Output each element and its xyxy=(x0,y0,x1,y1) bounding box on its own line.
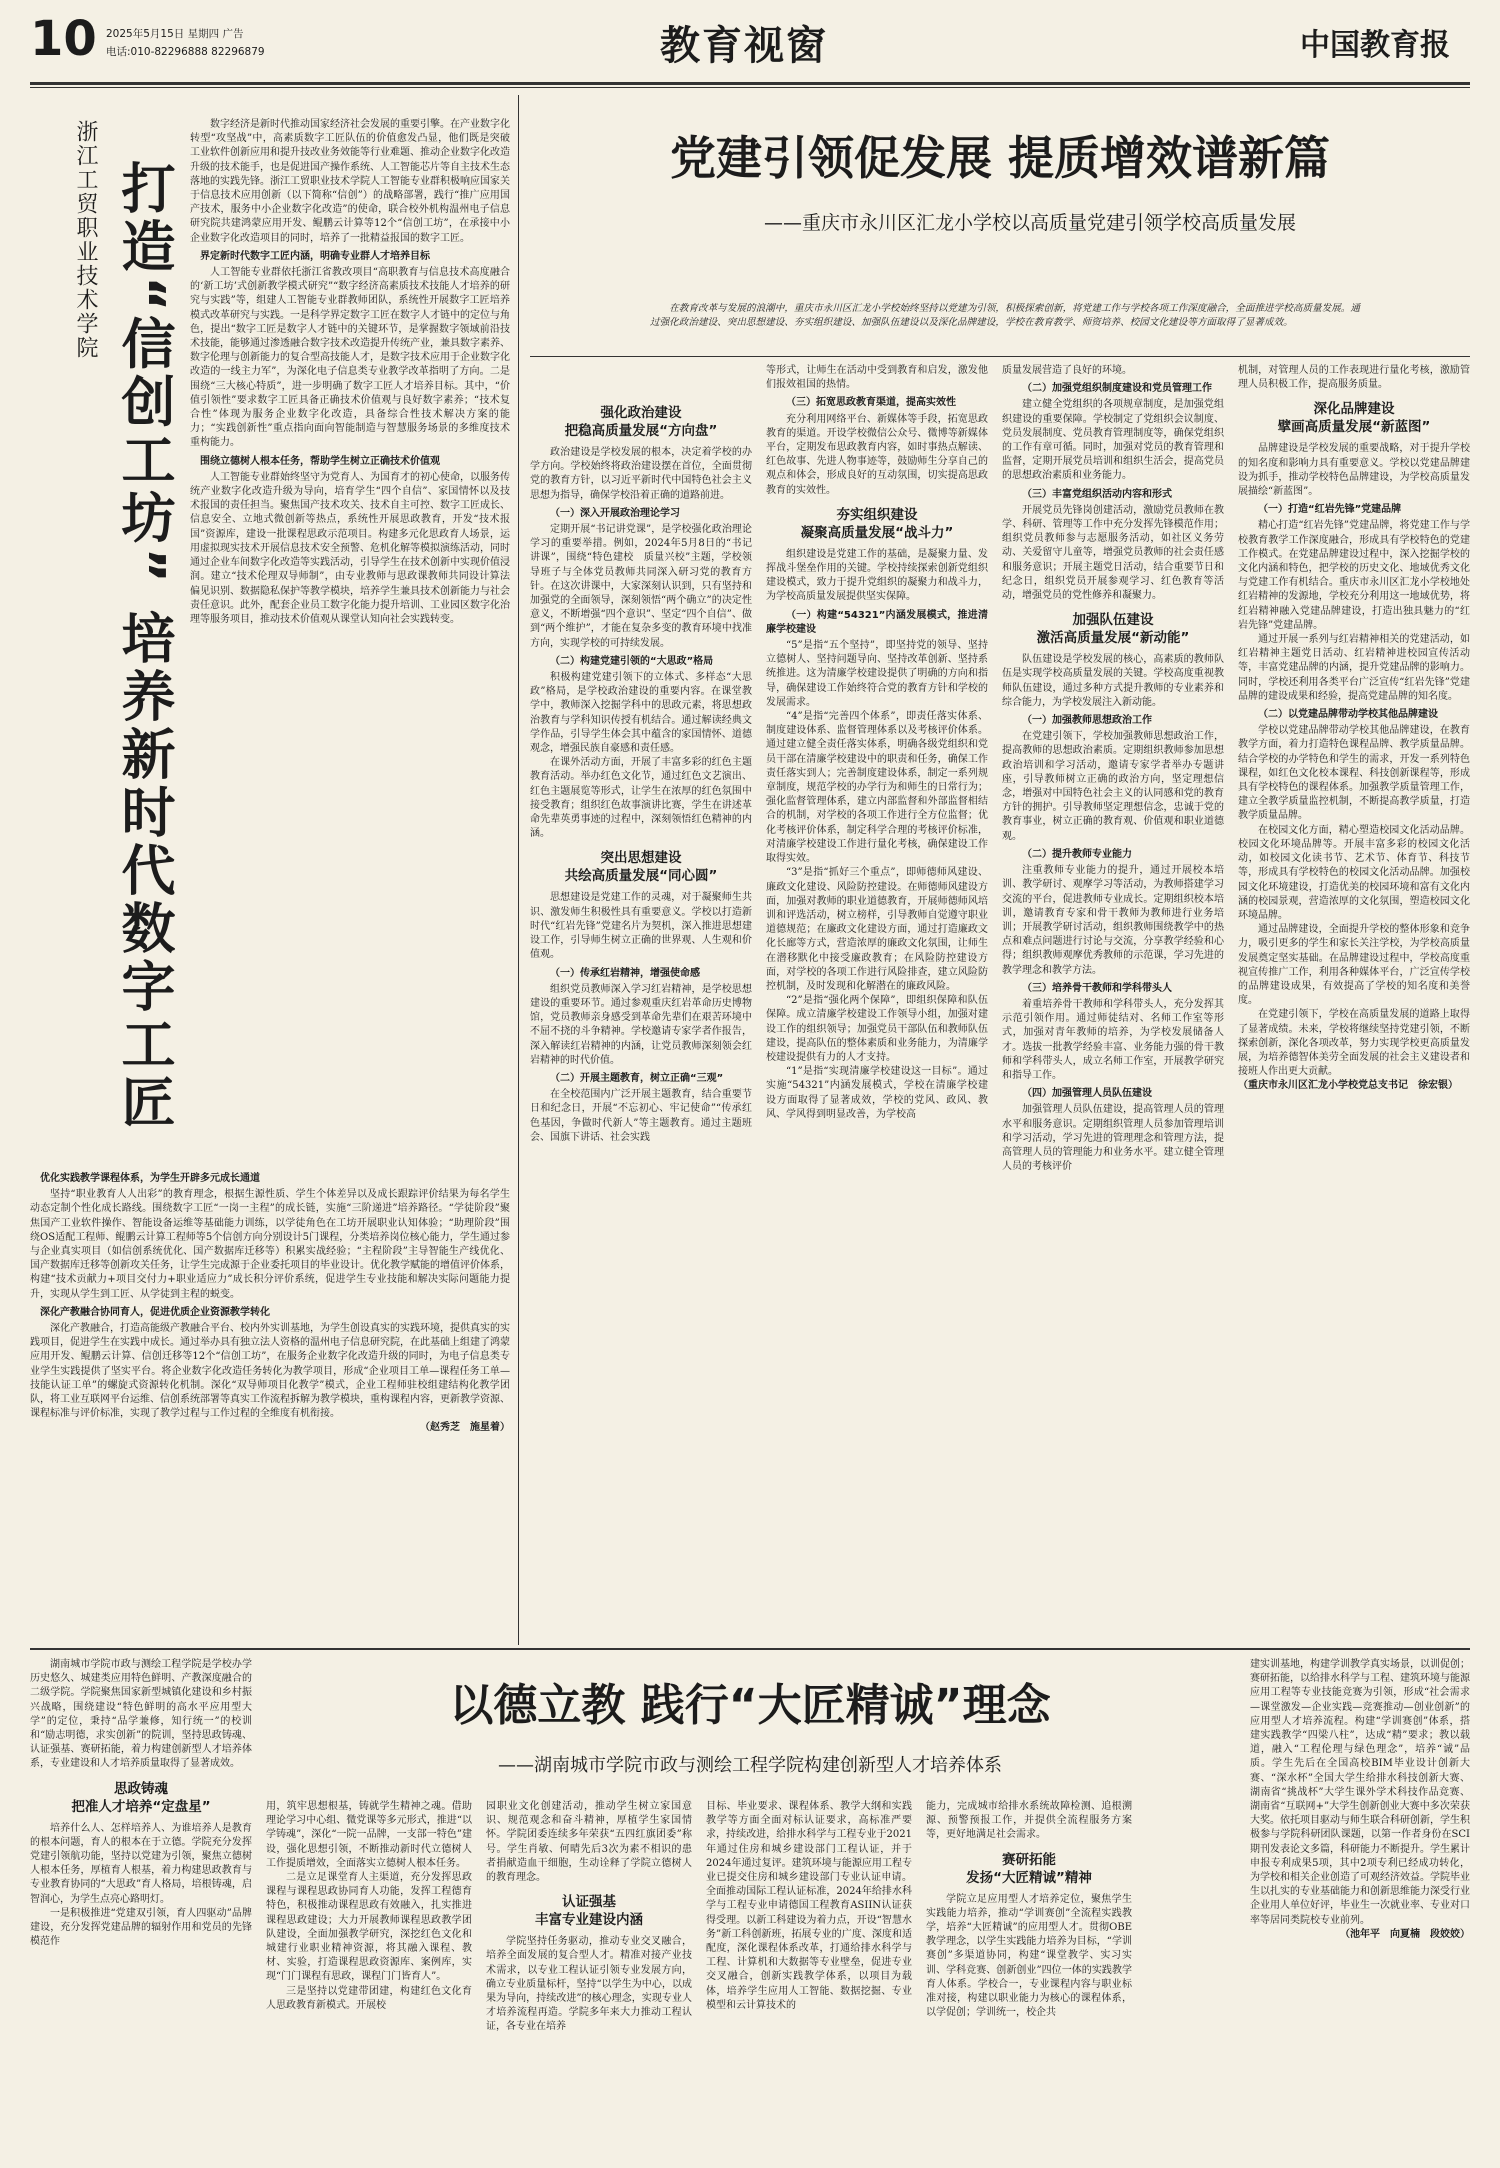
zhejiang-column-1 xyxy=(190,118,510,1160)
hunan-sec2-title xyxy=(486,1893,692,1929)
hunan-column-2 xyxy=(266,1800,472,2146)
yongchuan-sec1-l1: 强化政治建设 xyxy=(600,405,682,421)
yongchuan-paragraph: 在校园文化方面，精心塑造校园文化活动品牌。校园文化环境品牌等。开展丰富多彩的校园文化活动，如校园文化读书节、艺术节、体育节、科技节等，形成具有学校特色的校园文化活动品牌。加强校园文化环境建设，打造优美的校园环境和富有文化内涵的校园景观，营造浓厚的文化氛围，塑造校园文化环境品牌。 xyxy=(1238,824,1470,921)
hunan-paragraph: 目标、毕业要求、课程体系、教学大纲和实践教学等方面全面对标认证要求，高标准严要求，持续改进，给排水科学与工程专业于2021年通过住房和城乡建设部门工程认证，并于2024年通过复评。建筑环境与能源应用工程专业已提交住房和城乡建设部门专业认证申请。全面推动国际工程认证标准，2024年给排水科学与工程专业申请德国工程教育ASIIN认证获得受理。以新工科建设为着力点，开设“智慧水务”新工科创新班，拓展专业的广度、深度和适配度，深化课程体系改革，打通给排水科学与工程、计算机和大数据等专业壁垒，促进专业交叉融合，创新实践教学体系，以项目为载体，培养学生应用人工智能、数据挖掘、专业模型和云计算技术的 xyxy=(706,1801,912,2011)
bottom-section-rule xyxy=(30,1648,1470,1650)
hunan-paragraph: 用，筑牢思想根基，铸就学生精神之魂。借助理论学习中心组、微党课等多元形式，推进“以学铸魂”，深化“一院一品牌，一支部一特色”建设，强化思想引领，不断推动新时代立德树人工作提质增效，全面落实立德树人根本任务。 xyxy=(266,1801,472,1869)
yongchuan-paragraph: 定期开展“书记讲党课”，是学校强化政治理论学习的重要举措。例如，2024年5月8日的“书记讲课”，围绕“特色建校 质量兴校”主题，学校领导班子与全体党员教师共同深入研习党的教育方针。在这次讲课中，大家深刻认识到，只有坚持和加强党的全面领导，深刻领悟“两个确立”的决定性意义，不断增强“四个意识”、坚定“四个自信”、做到“两个维护”，才能在复杂多变的教育环境中找准方向，实现学校的可持续发展。 xyxy=(530,524,752,649)
vertical-divider xyxy=(518,95,519,1645)
hunan-sec2-l2: 丰富专业建设内涵 xyxy=(535,1912,643,1929)
yongchuan-subhead: ——重庆市永川区汇龙小学校以高质量党建引领学校高质量发展 xyxy=(763,212,1296,234)
hunan-column-6 xyxy=(1250,1658,1470,2146)
yongchuan-subtitle: （一）深入开展政治理论学习 xyxy=(550,507,680,519)
yongchuan-paragraph: 学校以党建品牌带动学校其他品牌建设，在教育教学方面，着力打造特色课程品牌、教学质量品牌。结合学校的办学特色和学生的需求，开发一系列特色课程，如红色文化校本课程、科技创新课程等，形成具有学校特色的课程体系。加强教学质量管理工作，建立全教学质量监控机制，不断提高教学质量，打造教学质量品牌。 xyxy=(1238,725,1470,822)
hunan-paragraph: 湖南城市学院市政与测绘工程学院是学校办学历史悠久、城建类应用特色鲜明、产教深度融合的二级学院。学院聚焦国家新型城镇化建设和乡村振兴战略，围绕建设“特色鲜明的高水平应用型大学”的定位，秉持“品学兼修，知行统一”的校训和“励志明德，求实创新”的院训，坚持思政铸魂、认证强基、赛研拓能，着力构建创新型人才培养体系，专业建设和人才培养质量取得了显著成效。 xyxy=(30,1659,252,1770)
zhejiang-headline-vertical: 打造“信创工坊” 培养新时代数字工匠 xyxy=(113,160,176,1132)
yongchuan-paragraph: “1”是指“实现清廉学校建设这一目标”。通过实施“54321”内涵发展模式，学校在清廉学校建设方面取得了显著成效，学校的党风、政风、教风、学风得到明显改善，为学校高 xyxy=(766,1066,988,1120)
masthead xyxy=(0,0,1500,88)
yongchuan-sec4-title xyxy=(1002,611,1224,647)
yongchuan-subtitle: （三）丰富党组织活动内容和形式 xyxy=(1022,488,1172,500)
yongchuan-sec2-l1: 夯实组织建设 xyxy=(836,506,918,523)
yongchuan-sec2-title xyxy=(766,506,988,542)
yongchuan-subtitle: （一）打造“红岩先锋”党建品牌 xyxy=(1258,504,1402,516)
yongchuan-paragraph: 着重培养骨干教师和学科带头人，充分发挥其示范引领作用。通过师徒结对、名师工作室等形式，加强对青年教师的培养，为学校发展储备人才。选拔一批教学经验丰富、业务能力强的骨干教师和学科带头人，成立名师工作室，开展教学研究和指导工作。 xyxy=(1002,998,1224,1081)
yongchuan-paragraph: 精心打造“红岩先锋”党建品牌，将党建工作与学校教育教学工作深度融合，形成具有学校特色的党建工作模式。在党建品牌建设过程中，深入挖掘学校的文化内涵和特色，把学校的历史文化、地域优秀文化与党建工作有机结合。重庆市永川区汇龙小学校地处红岩精神的发源地，学校充分利用这一地域优势，将红岩精神融入党建品牌建设，打造出独具魅力的“红岩先锋”党建品牌。 xyxy=(1238,520,1470,631)
hunan-paragraph: 一是积极推进“党建双引领，育人四驱动”品牌建设，充分发挥党建品牌的辐射作用和党员的先锋模范作 xyxy=(30,1907,252,1948)
yongchuan-paragraph: 在党建引领下，学校加强教师思想政治工作，提高教师的思想政治素质。定期组织教师参加思想政治培训和学习活动，邀请专家学者举办专题讲座，引导教师树立正确的政治方向，坚定理想信念，增强对中国特色社会主义的认同感和党的教育方针的拥护。引导教师坚定理想信念，忠诚于党的教育事业，树立正确的教育观、价值观和职业道德观。 xyxy=(1002,731,1224,842)
zhejiang-s1-text: 人工智能专业群依托浙江省教改项目“高职教育与信息技术高度融合的‘新工坊’式创新教学模式研究”“数字经济高素质技术技能人才培养的研究与实践”等，组建人工智能专业群教师团队，系统性开展数字工匠培养模式改革研究与实践。一是科学界定数字工匠在数字人才链中的定位与角色，提出“数字工匠是数字人才链中的关键环节，是掌握数字领域前沿技术技能，能够通过渗透融合数字技术改造提升传统产业，兼具数字素养、数字伦理与创新能力的复合型高技能人才，是数字技术应用于企业数字化改造的一线主力军”，为深化电子信息类专业教学改革指明了方向。二是围绕“三大核心特质”，进一步明确了数字工匠人才培养目标。其中，“价值引领性”要求数字工匠具备正确技术价值观与良好数字素养；“技术复合性”体现为服务企业数字化改造，具备综合性技术解决方案的能力；“实践创新性”重点指向面向智能制造与智慧服务场景的多维度技术重构能力。 xyxy=(190,267,510,449)
hunan-column-5 xyxy=(926,1800,1132,2146)
hunan-paragraph: 园职业文化创建活动，推动学生树立家国意识、规范观念和奋斗精神，厚植学生家国情怀。学院团委连续多年荣获“五四红旗团委”称号。学生肖敏、何晴先后3次为素不相识的患者捐献造血干细胞，生动诠释了学院立德树人的教育理念。 xyxy=(486,1801,692,1884)
yongchuan-headline: 党建引领促发展 提质增效谱新篇 xyxy=(669,131,1330,185)
yongchuan-paragraph: 队伍建设是学校发展的核心，高素质的教师队伍是实现学校高质量发展的关键。学校高度重视教师队伍建设，通过多种方式提升教师的专业素养和综合能力，为学校发展注入新动能。 xyxy=(1002,654,1224,708)
yongchuan-sec5-l1: 深化品牌建设 xyxy=(1313,401,1395,418)
zhejiang-column-2 xyxy=(30,1168,510,1640)
hunan-sec1-title xyxy=(30,1780,252,1816)
yongchuan-paragraph: 组织党员教师深入学习红岩精神，是学校思想建设的重要环节。通过参观重庆红岩革命历史博物馆，党员教师亲身感受到革命先辈们在艰苦环境中不屈不挠的斗争精神。学校邀请专家学者作报告，深入解读红岩精神的内涵，让党员教师深刻领会红岩精神的时代价值。 xyxy=(530,983,752,1066)
yongchuan-subtitle: （二）开展主题教育，树立正确“三观” xyxy=(550,1072,724,1084)
yongchuan-subtitle: （三）拓宽思政教育渠道，提高实效性 xyxy=(786,397,956,409)
yongchuan-sec2-l2: 凝聚高质量发展“战斗力” xyxy=(800,524,954,541)
newspaper-name: 中国教育报 xyxy=(1300,28,1450,63)
yongchuan-column-1 xyxy=(530,404,752,1640)
yongchuan-paragraph: 充分利用网络平台、新媒体等手段，拓宽思政教育的渠道。开设学校微信公众号、微博等新媒体平台，定期发布思政教育内容，如时事热点解读、红色故事、先进人物事迹等，鼓励师生分享自己的观点和体会，形成良好的互动氛围，切实提高思政教育的实效性。 xyxy=(766,413,988,496)
hunan-paragraph: 二是立足课堂育人主渠道，充分发挥思政课程与课程思政协同育人功能，发挥工程德育特色，积极推动课程思政有效融入，扎实推进课程思政建设；大力开展教师课程思政教学团队建设，全面加强教学研究，深挖红色文化和城建行业职业精神资源，将其融入课程、教材、实验，打造课程思政资源库、案例库，实现“门门课程有思政，课程门门皆育人”。 xyxy=(266,1872,472,1983)
hunan-paragraph: 学院坚持任务驱动，推动专业交叉融合，培养全面发展的复合型人才。精准对接产业技术需求，以专业工程认证引领专业发展方向，确立专业质量标杆，坚持“以学生为中心，以成果为导向，持续改进”的核心理念，实现专业人才培养流程再造。学院多年来大力推动工程认证，各专业在培养 xyxy=(486,1936,692,2033)
yongchuan-sec3-l1: 突出思想建设 xyxy=(600,850,682,867)
page-number: 10 xyxy=(30,11,97,67)
yongchuan-author: （重庆市永川区汇龙小学校党总支书记 徐宏银） xyxy=(1238,1080,1458,1092)
yongchuan-column-4 xyxy=(1238,364,1470,1640)
yongchuan-paragraph: 通过开展一系列与红岩精神相关的党建活动，如红岩精神主题党日活动、红岩精神进校园宣传活动等，丰富党建品牌的内涵，提升党建品牌的影响力。同时，学校还利用各类平台广泛宣传“红岩先锋”党建品牌的建设成果和经验，提高党建品牌的知名度。 xyxy=(1238,634,1470,702)
yongchuan-subtitle: （二）构建党建引领的“大思政”格局 xyxy=(550,655,714,667)
yongchuan-subtitle: （一）加强教师思想政治工作 xyxy=(1022,715,1152,727)
yongchuan-sec1-title xyxy=(530,404,752,440)
yongchuan-paragraph: 政治建设是学校发展的根本，决定着学校的办学方向。学校始终将政治建设摆在首位，全面贯彻党的教育方针，以习近平新时代中国特色社会主义思想为指导，确保学校沿着正确的道路前进。 xyxy=(530,447,752,501)
yongchuan-subtitle: （二）提升教师专业能力 xyxy=(1022,848,1132,860)
yongchuan-subtitle: （三）培养骨干教师和学科带头人 xyxy=(1022,982,1172,994)
hunan-sec3-l1: 赛研拓能 xyxy=(1002,1851,1056,1868)
hunan-sec1-l1: 思政铸魂 xyxy=(114,1780,168,1797)
yongchuan-paragraph: 在党建引领下，学校在高质量发展的道路上取得了显著成绩。未来，学校将继续坚持党建引领，不断探索创新，深化各项改革，努力实现学校更高质量发展，为培养德智体美劳全面发展的社会主义建设者和接班人作出更大贡献。 xyxy=(1238,1009,1470,1078)
yongchuan-paragraph: 积极构建党建引领下的立体式、多样态“大思政”格局，是学校政治建设的重要内容。在课堂教学中，教师深入挖掘学科中的思政元素，将思想政治教育与学科知识传授有机结合。通过解读经典文学作品，引导学生体会其中蕴含的家国情怀、道德观念，增强民族自豪感和责任感。 xyxy=(530,672,752,755)
yongchuan-column-3 xyxy=(1002,364,1224,1640)
zhejiang-s3-text: 坚持“职业教育人人出彩”的教育理念，根据生源性质、学生个体差异以及成长跟踪评价结果为每名学生动态定制个性化成长路线。围绕数字工匠“一岗一主程”的成长链，实施“三阶递进”培养路径。“学徒阶段”聚焦国产工业软件操作、智能设备运维等基础能力训练，以学徒角色在工坊开展职业认知体验；“助理阶段”围绕OS适配工程师、鲲鹏云计算工程师等5个信创方向分别设计5门课程，分类培养岗位核心能力，学生通过参与企业真实项目（如信创系统优化、国产数据库迁移等）积累实战经验；“主程阶段”主导智能生产线优化、国产数据库迁移等创新攻关任务，让学生完成源于企业委托项目的毕业设计。优化教学赋能的增值评价体系，构建“技术贡献力+项目交付力+职业适应力”成长积分评价系统，促进学生专业技能和解决实际问题能力提升，实现从学生到工匠、从学徒到主程的蜕变。 xyxy=(30,1189,510,1300)
yongchuan-paragraph: “5”是指“五个坚持”，即坚持党的领导、坚持立德树人、坚持问题导向、坚持改革创新、坚持系统推进。这为清廉学校建设提供了明确的方向和指导，确保建设工作始终符合党的教育方针和学校的发展需求。 xyxy=(766,640,988,708)
yongchuan-paragraph: “3”是指“抓好三个重点”，即师德师风建设、廉政文化建设、风险防控建设。在师德师风建设方面，加强对教师的职业道德教育，开展师德师风培训和评选活动，树立榜样，引导教师自觉遵守职业道德规范；在廉政文化建设方面，通过打造廉政文化长廊等方式，营造浓厚的廉政文化氛围，让师生在潜移默化中接受廉政教育；在风险防控建设方面，对学校的各项工作进行风险排查，建立风险防控机制，及时发现和化解潜在的廉政风险。 xyxy=(766,867,988,992)
yongchuan-intro: 在教育改革与发展的浪潮中，重庆市永川区汇龙小学校始终坚持以党建为引领，积极探索创新，将党建工作与学校各项工作深度融合，全面推进学校高质量发展。通过强化政治建设、突出思想建设、夯实组织建设、加强队伍建设以及深化品牌建设，学校在教育教学、师资培养、校园文化建设等方面取得了显著成效。 xyxy=(650,303,1360,328)
yongchuan-paragraph: 组织建设是党建工作的基础，是凝聚力量、发挥战斗堡垒作用的关键。学校持续探索创新党组织建设模式，致力于提升党组织的凝聚力和战斗力，为学校高质量发展提供坚实保障。 xyxy=(766,548,988,603)
yongchuan-paragraph: 在全校范围内广泛开展主题教育，结合重要节日和纪念日，开展“不忘初心、牢记使命”“传承红色基因，争做时代新人”等主题教育。通过主题班会、国旗下讲话、社会实践 xyxy=(530,1089,752,1143)
hunan-sec3-l2: 发扬“大匠精诚”精神 xyxy=(966,1869,1092,1886)
hunan-paragraph: 培养什么人、怎样培养人、为谁培养人是教育的根本问题，育人的根本在于立德。学院充分发挥党建引领航功能，坚持以党建为引领，聚焦立德树人根本任务，厚植育人根基，着力构建思政教育与专业教育协同的“大思政”育人格局，培根铸魂，启智润心，为学生点亮心路明灯。 xyxy=(30,1822,252,1905)
zhejiang-s4-title: 深化产教融合协同育人，促进优质企业资源教学转化 xyxy=(40,1306,270,1318)
yongchuan-paragraph: “4”是指“完善四个体系”，即责任落实体系、制度建设体系、监督管理体系以及考核评价体系。通过建立健全责任落实体系，明确各级党组织和党员干部在清廉学校建设中的职责和任务，确保工作责任落实到人；完善制度建设体系，制定一系列规章制度，规范学校的办学行为和师生的日常行为；强化监督管理体系，建立内部监督和外部监督相结合的机制，对学校的各项工作进行全方位监督；优化考核评价体系，制定科学合理的考核评价标准，对清廉学校建设工作进行量化考核，确保建设工作取得实效。 xyxy=(766,711,988,865)
yongchuan-intro-rule xyxy=(530,356,1470,357)
hunan-paragraph: 学院立足应用型人才培养定位，聚焦学生实践能力培养，推动“学训赛创”全流程实践教学，培养“大匠精诚”的应用型人才。贯彻OBE教学理念，以学生实践能力培养为目标，“学训赛创”多渠道协同，构建“课堂教学、实习实训、学科竞赛、创新创业”四位一体的实践教学育人体系。学校合一，专业课程内容与职业标准对接，构建以职业能力为核心的课程体系，以学促创；学训统一，校企共 xyxy=(926,1893,1132,2019)
yongchuan-paragraph: 建立健全党组织的各项规章制度，是加强党组织建设的重要保障。学校制定了党组织会议制度、党员发展制度、党员教育管理制度等，确保党组织的工作有章可循。同时，加强对党员的教育管理和监督，定期开展党员培训和组织生活会，提高党员的思想政治素质和业务能力。 xyxy=(1002,399,1224,482)
zhejiang-s1-title: 界定新时代数字工匠内涵，明确专业群人才培养目标 xyxy=(200,250,430,262)
yongchuan-paragraph: 品牌建设是学校发展的重要战略，对于提升学校的知名度和影响力具有重要意义。学校以党建品牌建设为抓手，推动学校特色品牌建设，为学校高质量发展描绘“新蓝图”。 xyxy=(1238,443,1470,498)
yongchuan-paragraph: “2”是指“强化两个保障”，即组织保障和队伍保障。成立清廉学校建设工作领导小组，加强对建设工作的组织领导；加强党员干部队伍和教师队伍建设，提高队伍的整体素质和业务能力，为清廉学校建设提供有力的人才支持。 xyxy=(766,995,988,1063)
yongchuan-paragraph: 机制，对管理人员的工作表现进行量化考核，激励管理人员积极工作，提高服务质量。 xyxy=(1238,365,1470,391)
masthead-rule xyxy=(30,82,1470,85)
yongchuan-sec4-l2: 激活高质量发展“新动能” xyxy=(1036,630,1190,647)
yongchuan-sec4-l1: 加强队伍建设 xyxy=(1072,612,1154,629)
issue-date: 2025年5月15日 星期四 广告 xyxy=(106,28,244,40)
yongchuan-sec1-l2: 把稳高质量发展“方向盘” xyxy=(564,423,718,439)
yongchuan-paragraph: 加强管理人员队伍建设，提高管理人员的管理水平和服务意识。定期组织管理人员参加管理培训和学习活动，学习先进的管理理念和管理方法，提高管理人员的管理能力和业务水平。建立健全管理人员的考核评价 xyxy=(1002,1104,1224,1173)
hunan-sec3-title xyxy=(926,1851,1132,1887)
yongchuan-sec3-title xyxy=(530,849,752,885)
hunan-column-1 xyxy=(30,1658,252,2146)
hunan-subhead: ——湖南城市学院市政与测绘工程学院构建创新型人才培养体系 xyxy=(498,1755,1002,1776)
zhejiang-author: （赵秀芝 施星着） xyxy=(420,1422,510,1434)
yongchuan-paragraph: 思想建设是党建工作的灵魂，对于凝聚师生共识、激发师生积极性具有重要意义。学校以打造新时代“红岩先锋”党建名片为契机，深入推进思想建设工作，引导师生树立正确的世界观、人生观和价值观。 xyxy=(530,892,752,961)
zhejiang-org-vertical: 浙江工贸职业技术学院 xyxy=(73,120,98,360)
yongchuan-subtitle: （一）传承红岩精神，增强使命感 xyxy=(550,967,700,979)
zhejiang-s3-title: 优化实践教学课程体系，为学生开辟多元成长通道 xyxy=(40,1173,260,1184)
yongchuan-sec5-title xyxy=(1238,400,1470,436)
hunan-author: （池年平 向夏楠 段姣姣） xyxy=(1340,1928,1470,1940)
yongchuan-sec5-l2: 擘画高质量发展“新蓝图” xyxy=(1277,419,1431,436)
yongchuan-column-2 xyxy=(766,364,988,1640)
yongchuan-paragraph: 注重教师专业能力的提升，通过开展校本培训、教学研讨、观摩学习等活动，为教师搭建学习交流的平台，促进教师专业成长。定期组织校本培训，邀请教育专家和骨干教师为教师进行业务培训；开展教学研讨活动，组织教师围绕教学中的热点和难点问题进行讨论与交流，分享教学经验和心得；组织教师观摩优秀教师的示范课，学习先进的教学理念和教学方法。 xyxy=(1002,865,1224,976)
zhejiang-s2-text: 人工智能专业群始终坚守为党育人、为国育才的初心使命，以服务传统产业数字化改造升级为导向，培育学生“四个自信”、家国情怀以及技术报国的责任担当。聚焦国产技术攻关、技术自主可控、数字工匠成长、信息安全、立地式微创新等热点，系统性开展思政教育，开发“技术报国”资源库，建设一批课程思政示范项目。构建多元化思政育人场景，运用虚拟现实技术开展信息技术安全预警、危机化解等模拟演练活动，同时通过企业车间数字化改造等实践活动，引导学生在技术创新中实现价值浸润。建立“技术伦理双导师制”，由专业教师与思政课教师共同设计算法偏见识别、数据隐私保护等教学模块，培养学生兼具技术创新能力与社会责任意识。此外，配套企业员工数字化能力提升培训、工业园区数字化治理等服务项目，推动技术价值观从课堂认知向社会实践转变。 xyxy=(190,471,510,625)
yongchuan-subtitle: （二）以党建品牌带动学校其他品牌建设 xyxy=(1258,709,1438,721)
yongchuan-paragraph: 在课外活动方面，开展了丰富多彩的红色主题教育活动。举办红色文化节，通过红色文艺演出、红色主题展览等形式，让学生在浓厚的红色氛围中接受教育；组织红色故事演讲比赛，学生在讲述革命先辈英勇事迹的过程中，深刻领悟红色精神的内涵。 xyxy=(530,757,752,840)
hunan-headline: 以德立教 践行“大匠精诚”理念 xyxy=(449,1680,1051,1731)
hunan-column-3 xyxy=(486,1800,692,2146)
hunan-sec2-l1: 认证强基 xyxy=(562,1894,616,1911)
yongchuan-paragraph: 等形式，让师生在活动中受到教育和启发，激发他们报效祖国的热情。 xyxy=(766,365,988,391)
zhejiang-s4-text: 深化产教融合，打造高能级产教融合平台、校内外实训基地，为学生创设真实的实践环境，提供真实的实践项目，促进学生在实践中成长。通过举办具有独立法人资格的温州电子信息研究院，在此基础上组建了鸿蒙应用开发、鲲鹏云计算、信创迁移等12个“信创工坊”，在服务企业数字化改造升级的同时，为电子信息类专业学生实践提供了坚实平台。将企业数字化改造任务转化为教学项目，形成“企业项目工单—课程任务工单—技能认证工单”的螺旋式资源转化机制。深化“双导师项目化教学”模式，企业工程师驻校组建结构化教学团队，将工业互联网平台运维、信创系统部署等真实工作流程拆解为教学模块，重构课程内容，更新教学资源、课程标准与评价标准，实现了教学过程与工作过程的全维度有机衔接。 xyxy=(30,1323,510,1420)
masthead-rule-thin xyxy=(30,87,1470,88)
hunan-paragraph: 建实训基地，构建学训教学真实场景，以训促创；赛研拓能，以给排水科学与工程、建筑环境与能源应用工程等专业技能竞赛为引领，形成“社会需求—课堂激发—企业实践—竞赛推动—创业创新”的应用型人才培养流程。构建“学训赛创”体系，搭建实践教学“四梁八柱”，达成“精”要求；教以载道，融入“工程伦理与绿色理念”，培养“诚”品质。学生先后在全国高校BIM毕业设计创新大赛、“深水杯”全国大学生给排水科技创新大赛、湖南省“挑战杯”大学生课外学术科技作品竞赛、湖南省“互联网+”大学生创新创业大赛中多次荣获大奖。依托项目驱动与师生联合科研创新，学生积极参与学院科研团队课题，以第一作者身份在SCI期刊发表论文多篇，科研能力不断提升。学生累计申报专利成果5项，其中2项专利已经成功转化，为学校和相关企业创造了可观经济效益。学院毕业生以扎实的专业基础能力和创新思维能力深受行业企业用人单位好评，毕业生一次就业率、专业对口率等居同类院校专业前列。 xyxy=(1250,1659,1470,1926)
zhejiang-intro: 数字经济是新时代推动国家经济社会发展的重要引擎。在产业数字化转型“攻坚战”中，高素质数字工匠队伍的价值愈发凸显，他们既是突破工业软件创新应用和提升技改业务效能等行业难题、推动企业数字化改造升级的技术能手，也是促进国产操作系统、人工智能芯片等自主技术生态落地的实践先锋。浙江工贸职业技术学院人工智能专业群积极响应国家关于信息技术应用创新（以下简称“信创”）的战略部署，践行“推广应用国产技术，服务中小企业数字化改造”的使命，联合校外机构温州电子信息研究院共建鸿蒙应用开发、鲲鹏云计算等12个“信创工坊”，在承接中小企业数字化改造项目的同时，培养了一批精益报国的数字工匠。 xyxy=(190,119,510,244)
hunan-paragraph: 能力，完成城市给排水系统故障检测、追根溯源、预警预报工作，并提供全流程服务方案等，更好地满足社会需求。 xyxy=(926,1801,1132,1841)
section-title: 教育视窗 xyxy=(660,22,828,69)
yongchuan-paragraph: 通过品牌建设，全面提升学校的整体形象和竞争力，吸引更多的学生和家长关注学校，为学校高质量发展奠定坚实基础。在品牌建设过程中，学校高度重视宣传推广工作，利用各种媒体平台，广泛宣传学校的品牌建设成果，有效提高了学校的知名度和美誉度。 xyxy=(1238,924,1470,1007)
yongchuan-subtitle: （二）加强党组织制度建设和党员管理工作 xyxy=(1022,383,1212,395)
hunan-paragraph: 三是坚持以党建带团建，构建红色文化育人思政教育新模式。开展校 xyxy=(266,1985,472,2011)
hunan-column-4 xyxy=(706,1800,912,2146)
contact-phone: 电话:010-82296888 82296879 xyxy=(106,46,265,58)
hunan-sec1-l2: 把准人才培养“定盘星” xyxy=(71,1798,211,1815)
yongchuan-subtitle: （一）构建“54321”内涵发展模式，推进清廉学校建设 xyxy=(766,609,988,635)
yongchuan-paragraph: 开展党员先锋岗创建活动，激励党员教师在教学、科研、管理等工作中充分发挥先锋模范作用；组织党员教师参与志愿服务活动，如社区义务劳动、关爱留守儿童等，增强党员教师的社会责任感和服务意识；开展主题党日活动，结合重要节日和纪念日，组织党员开展参观学习、红色教育等活动，增强党员的党性修养和凝聚力。 xyxy=(1002,504,1224,602)
zhejiang-s2-title: 围绕立德树人根本任务，帮助学生树立正确技术价值观 xyxy=(200,455,440,467)
yongchuan-subtitle: （四）加强管理人员队伍建设 xyxy=(1022,1088,1152,1100)
yongchuan-sec3-l2: 共绘高质量发展“同心圆” xyxy=(564,868,718,885)
yongchuan-paragraph: 质量发展营造了良好的环境。 xyxy=(1002,365,1132,376)
